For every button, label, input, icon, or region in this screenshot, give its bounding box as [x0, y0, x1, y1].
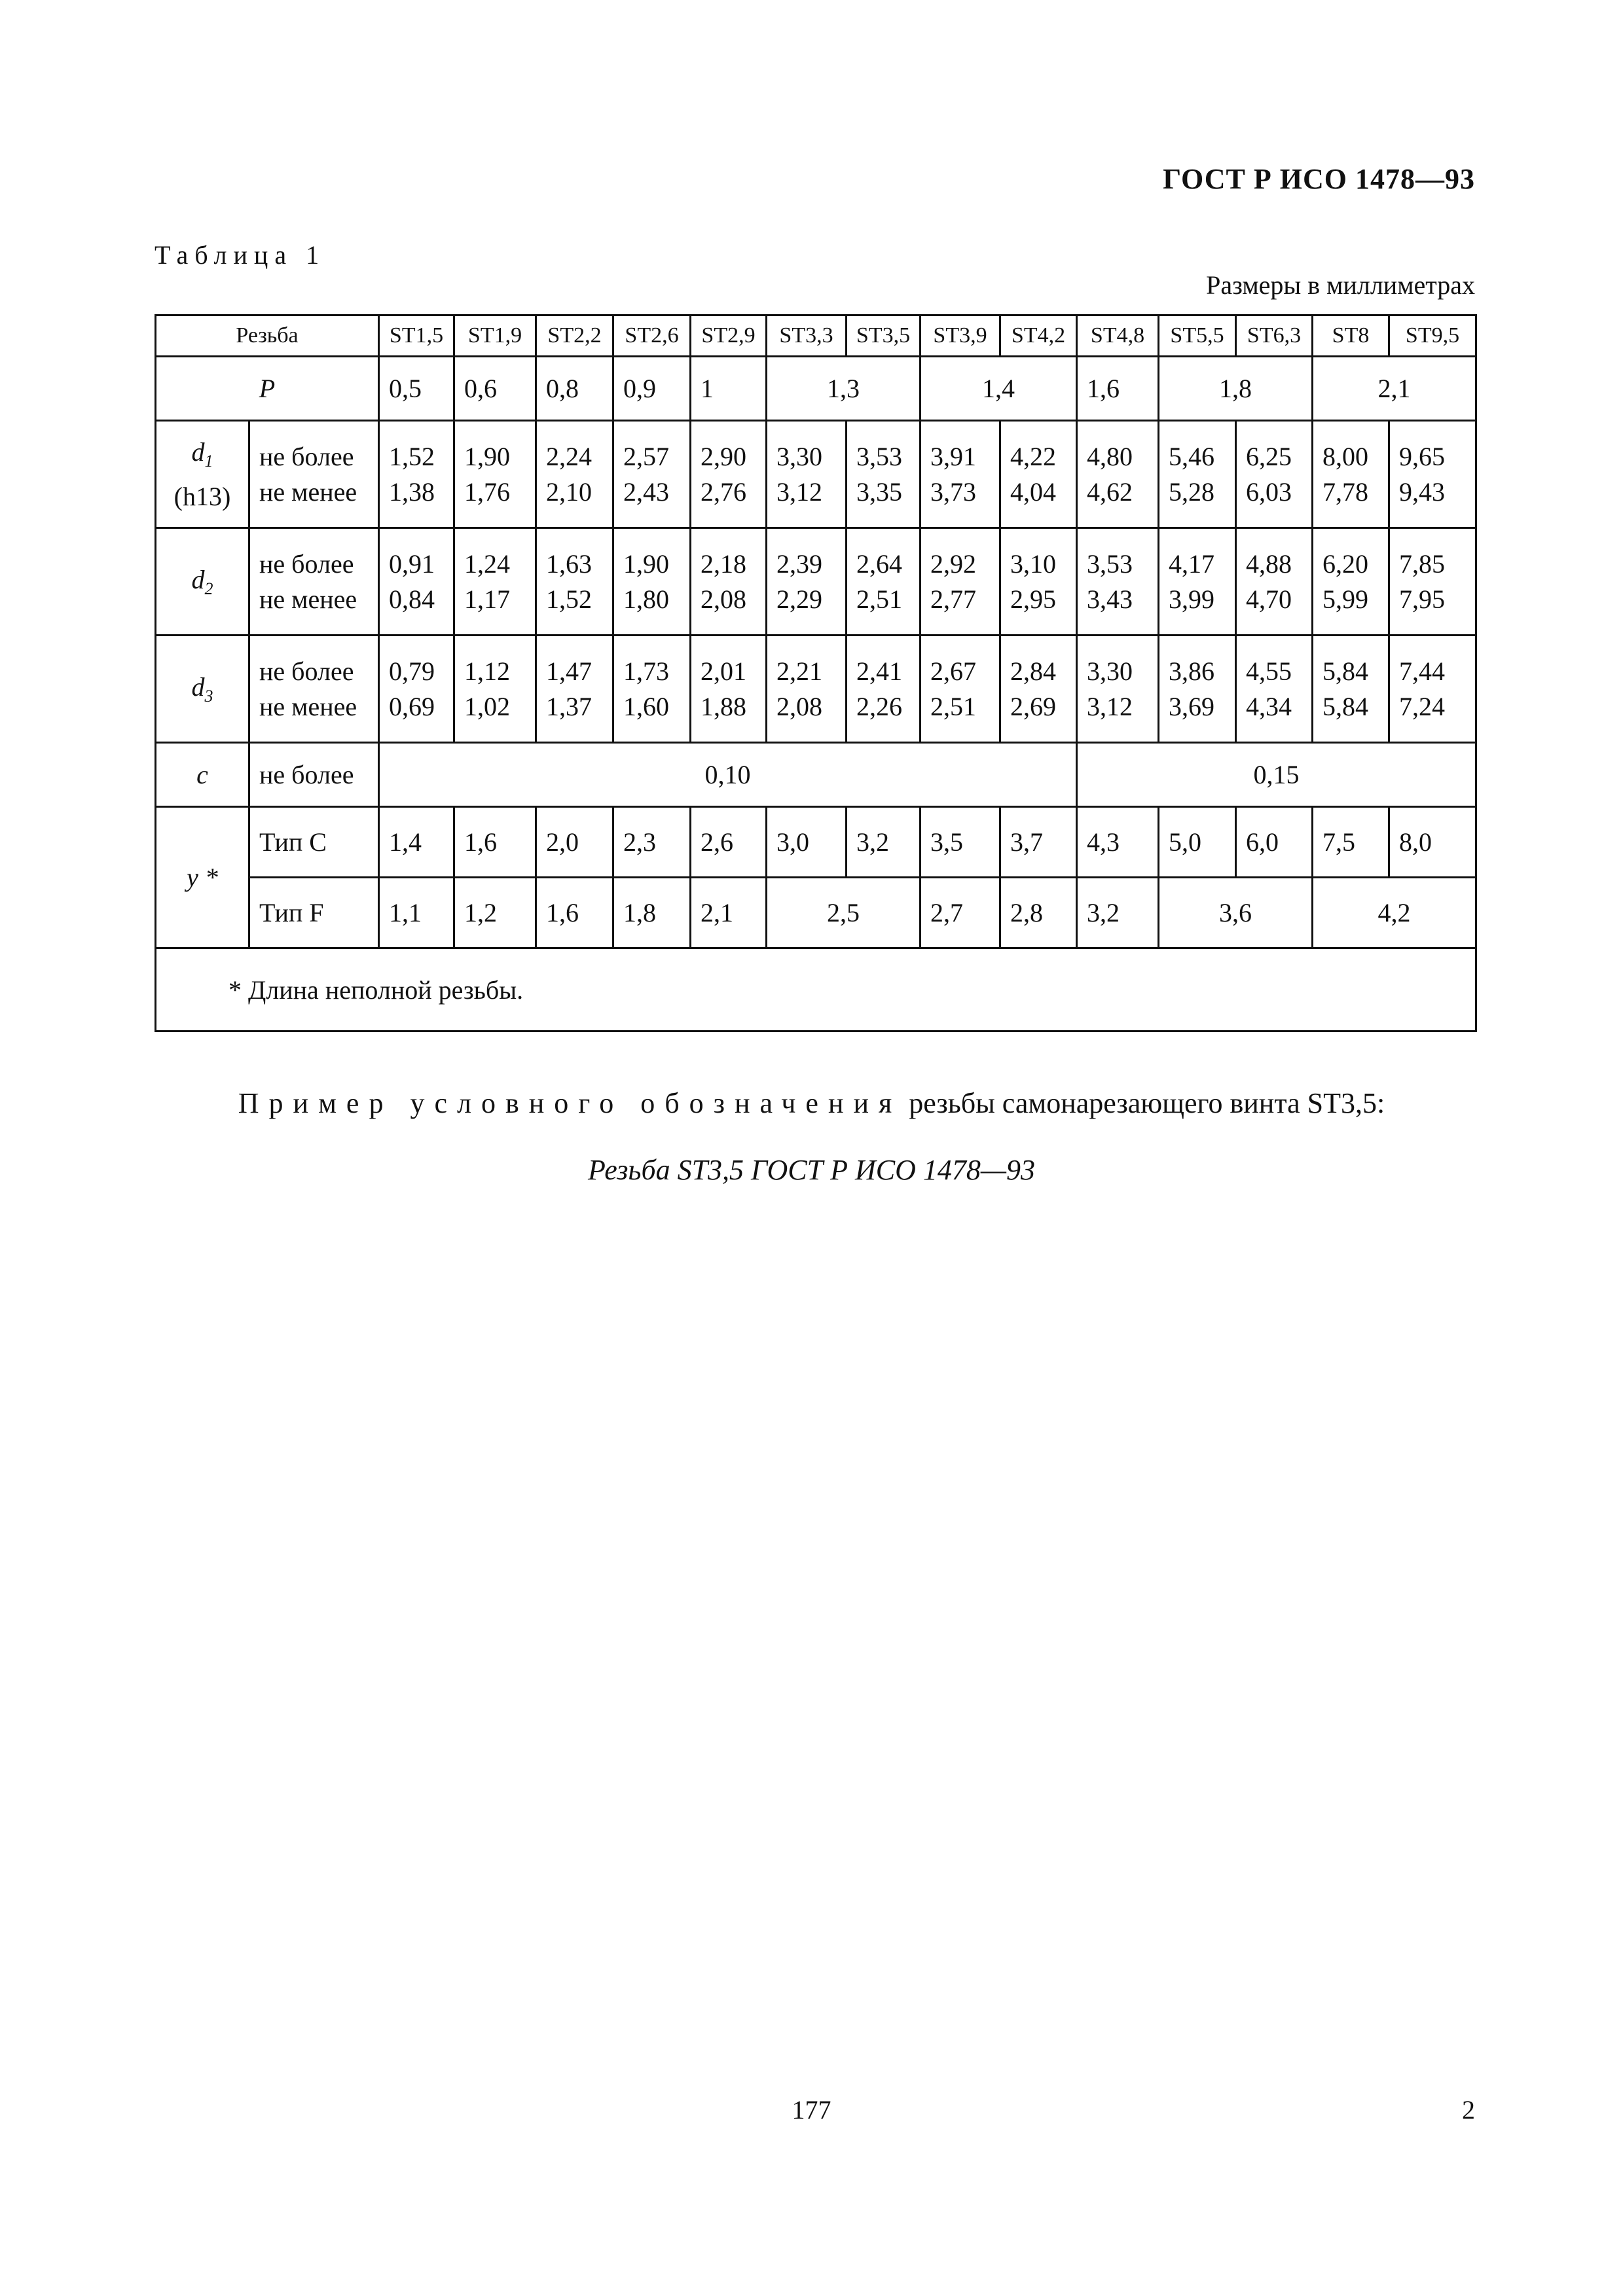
table-cell: 6,25 6,03 [1236, 421, 1313, 528]
table-cell: 0,15 [1077, 743, 1476, 807]
column-header: ST1,9 [454, 315, 536, 357]
table-cell: 0,91 0,84 [379, 528, 454, 636]
table-cell: 5,0 [1159, 807, 1236, 878]
example-heading: Пример условного обозначения [238, 1087, 902, 1119]
table-cell: 1,1 [379, 878, 454, 948]
table-cell: 8,00 7,78 [1313, 421, 1389, 528]
table-cell: 2,84 2,69 [1000, 636, 1077, 743]
min-label: не менее [259, 691, 357, 721]
table-cell: 6,0 [1236, 807, 1313, 878]
table-cell: 2,7 [921, 878, 1000, 948]
table-cell: 3,7 [1000, 807, 1077, 878]
table-cell: 1,90 1,80 [613, 528, 691, 636]
table-footnote: * Длина неполной резьбы. [156, 948, 1476, 1031]
table-row-d3 [156, 636, 1476, 743]
table-cell: 2,01 1,88 [691, 636, 767, 743]
d1-labels [249, 421, 379, 528]
table-row-pitch [156, 357, 1476, 421]
table-cell: 5,46 5,28 [1159, 421, 1236, 528]
table-cell: 0,9 [613, 357, 691, 421]
table-cell: 4,2 [1313, 878, 1476, 948]
table-cell: 2,0 [536, 807, 613, 878]
column-header: ST4,2 [1000, 315, 1077, 357]
column-header: ST2,2 [536, 315, 613, 357]
column-header: ST3,5 [847, 315, 921, 357]
pitch-symbol: P [156, 357, 379, 421]
table-cell: 3,53 3,43 [1077, 528, 1159, 636]
table-cell: 2,6 [691, 807, 767, 878]
d1-tolerance: (h13) [173, 481, 231, 511]
table-cell: 4,3 [1077, 807, 1159, 878]
table-cell: 3,30 3,12 [1077, 636, 1159, 743]
table-cell: 3,53 3,35 [847, 421, 921, 528]
table-cell: 2,57 2,43 [613, 421, 691, 528]
table-cell: 2,24 2,10 [536, 421, 613, 528]
column-header: ST6,3 [1236, 315, 1313, 357]
table-cell: 2,39 2,29 [767, 528, 847, 636]
d2-symbol-cell [156, 528, 249, 636]
column-header: ST5,5 [1159, 315, 1236, 357]
c-label: не более [249, 743, 379, 807]
d1-symbol-cell [156, 421, 249, 528]
table-cell: 2,21 2,08 [767, 636, 847, 743]
table-cell: 7,85 7,95 [1389, 528, 1476, 636]
table-footnote-row [156, 948, 1476, 1031]
designation-example: Резьба ST3,5 ГОСТ Р ИСО 1478—93 [588, 1154, 1035, 1186]
d3-subscript: 3 [204, 687, 213, 706]
type-c-label: Тип С [249, 807, 379, 878]
table-cell: 4,80 4,62 [1077, 421, 1159, 528]
page-number: 177 [792, 2095, 831, 2125]
table-row-d2 [156, 528, 1476, 636]
table-cell: 4,22 4,04 [1000, 421, 1077, 528]
table-cell: 1,6 [454, 807, 536, 878]
table-cell: 1,12 1,02 [454, 636, 536, 743]
column-header: ST3,9 [921, 315, 1000, 357]
document-header: ГОСТ Р ИСО 1478—93 [1163, 163, 1475, 195]
d1-subscript: 1 [204, 451, 213, 471]
table-cell: 1,8 [1159, 357, 1313, 421]
type-f-label: Тип F [249, 878, 379, 948]
column-header: ST2,9 [691, 315, 767, 357]
table-cell: 3,10 2,95 [1000, 528, 1077, 636]
d3-labels [249, 636, 379, 743]
table-cell: 3,6 [1159, 878, 1313, 948]
column-header: ST2,6 [613, 315, 691, 357]
table-cell: 1,4 [379, 807, 454, 878]
d2-subscript: 2 [204, 579, 213, 598]
table-cell: 1,52 1,38 [379, 421, 454, 528]
table-cell: 2,90 2,76 [691, 421, 767, 528]
table-cell: 3,86 3,69 [1159, 636, 1236, 743]
table-cell: 2,5 [767, 878, 921, 948]
max-label: не более [259, 548, 354, 579]
example-text: резьбы самонарезающего винта ST3,5: [909, 1087, 1385, 1119]
table-cell: 2,3 [613, 807, 691, 878]
table-row-y-type-f [156, 878, 1476, 948]
column-header: ST9,5 [1389, 315, 1476, 357]
table-header-row [156, 315, 1476, 357]
table-cell: 3,0 [767, 807, 847, 878]
table-cell: 0,10 [379, 743, 1077, 807]
table-cell: 2,18 2,08 [691, 528, 767, 636]
max-label: не более [259, 441, 354, 471]
c-symbol: c [156, 743, 249, 807]
table-cell: 1,47 1,37 [536, 636, 613, 743]
sheet-number: 2 [1462, 2095, 1475, 2125]
table-cell: 8,0 [1389, 807, 1476, 878]
table-cell: 7,5 [1313, 807, 1389, 878]
table-cell: 1,3 [767, 357, 921, 421]
table-cell: 1,8 [613, 878, 691, 948]
table-cell: 2,41 2,26 [847, 636, 921, 743]
table-cell: 9,65 9,43 [1389, 421, 1476, 528]
table-row-y-type-c [156, 807, 1476, 878]
table-cell: 1,6 [1077, 357, 1159, 421]
table-cell: 1,4 [921, 357, 1077, 421]
units-note: Размеры в миллиметрах [1206, 270, 1475, 300]
max-label: не более [259, 656, 354, 686]
table-cell: 1,63 1,52 [536, 528, 613, 636]
table-cell: 3,2 [1077, 878, 1159, 948]
table-cell: 1,73 1,60 [613, 636, 691, 743]
min-label: не менее [259, 584, 357, 614]
table-caption: Таблица 1 [155, 240, 326, 270]
d3-symbol-cell [156, 636, 249, 743]
table-cell: 5,84 5,84 [1313, 636, 1389, 743]
table-cell: 7,44 7,24 [1389, 636, 1476, 743]
table-cell: 1,6 [536, 878, 613, 948]
table-cell: 2,67 2,51 [921, 636, 1000, 743]
table-cell: 1 [691, 357, 767, 421]
table-cell: 3,2 [847, 807, 921, 878]
table-cell: 2,92 2,77 [921, 528, 1000, 636]
table-cell: 1,24 1,17 [454, 528, 536, 636]
table-cell: 4,55 4,34 [1236, 636, 1313, 743]
column-header: ST3,3 [767, 315, 847, 357]
thread-dimensions-table [155, 314, 1477, 1032]
table-cell: 0,8 [536, 357, 613, 421]
table-cell: 3,5 [921, 807, 1000, 878]
d1-symbol: d [191, 437, 205, 467]
column-header: ST8 [1313, 315, 1389, 357]
table-cell: 1,90 1,76 [454, 421, 536, 528]
column-header: ST1,5 [379, 315, 454, 357]
table-cell: 3,91 3,73 [921, 421, 1000, 528]
column-header: ST4,8 [1077, 315, 1159, 357]
table-cell: 4,17 3,99 [1159, 528, 1236, 636]
d3-symbol: d [191, 672, 205, 702]
table-row-d1 [156, 421, 1476, 528]
table-cell: 3,30 3,12 [767, 421, 847, 528]
d2-labels [249, 528, 379, 636]
table-cell: 1,2 [454, 878, 536, 948]
table-cell: 4,88 4,70 [1236, 528, 1313, 636]
table-cell: 0,5 [379, 357, 454, 421]
table-cell: 2,64 2,51 [847, 528, 921, 636]
min-label: не менее [259, 476, 357, 507]
table-cell: 2,1 [1313, 357, 1476, 421]
table-cell: 2,8 [1000, 878, 1077, 948]
table-row-c [156, 743, 1476, 807]
d2-symbol: d [191, 565, 205, 594]
y-symbol: y * [156, 807, 249, 948]
header-thread-label: Резьба [156, 315, 379, 357]
table-cell: 0,6 [454, 357, 536, 421]
designation-example-line [0, 1086, 1623, 1120]
table-cell: 0,79 0,69 [379, 636, 454, 743]
table-cell: 6,20 5,99 [1313, 528, 1389, 636]
table-cell: 2,1 [691, 878, 767, 948]
